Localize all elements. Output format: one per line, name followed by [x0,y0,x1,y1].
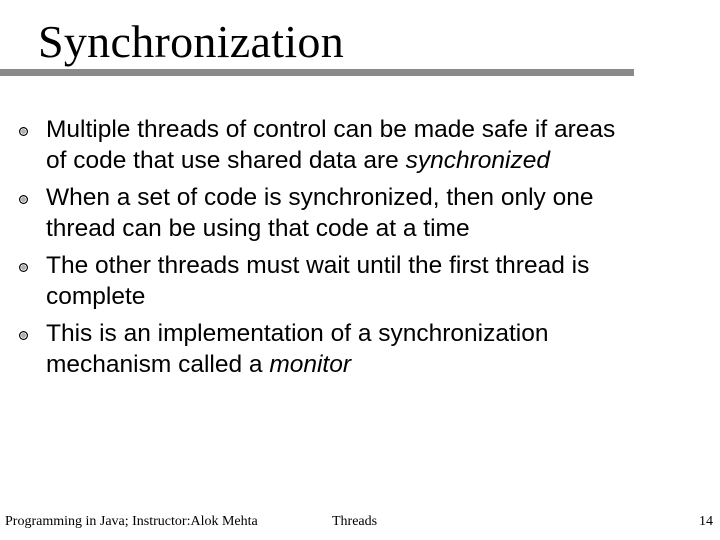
bullet-text-plain: of code that use shared data are [46,147,406,174]
title-underline [0,69,634,76]
bullet-text-plain: mechanism called a [46,351,270,378]
bullet-text-line: The other threads must wait until the first thread is [46,252,590,279]
bullet-text-line: Multiple threads of control can be made safe if areas [46,116,616,143]
bullet-item [0,318,706,380]
slide-title: Synchronization [38,16,344,67]
page-number: 14 [699,514,713,529]
bullet-text-line [46,281,706,312]
footer-topic: Threads [332,514,378,529]
bullet-text-line [46,349,706,380]
bullet-list [0,114,706,386]
bullet-dot-icon [19,195,28,204]
bullet-dot-icon [19,331,28,340]
bullet-dot-icon [19,263,28,272]
bullet-text-plain: thread can be using that code at a time [46,215,470,242]
footer-course: Programming in Java; Instructor:Alok Mehta [5,514,258,529]
bullet-text-line [46,213,706,244]
bullet-text-emphasis: synchronized [405,147,550,174]
bullet-dot-icon [19,127,28,136]
bullet-text-line: This is an implementation of a synchronization [46,320,549,347]
bullet-item [0,182,706,244]
bullet-item [0,114,706,176]
bullet-text-emphasis: monitor [269,351,352,378]
bullet-text-plain: complete [46,283,146,310]
bullet-item [0,250,706,312]
bullet-text-line [46,145,706,176]
bullet-text-line: When a set of code is synchronized, then only one [46,184,594,211]
